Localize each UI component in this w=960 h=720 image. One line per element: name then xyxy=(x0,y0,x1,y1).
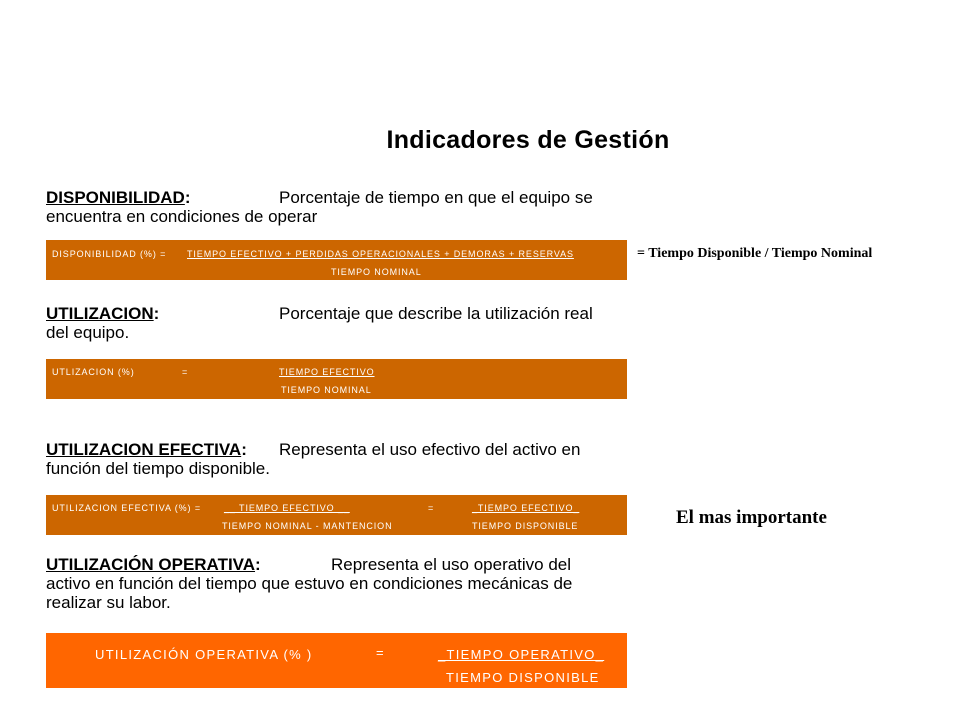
formula-box-utilizacion-operativa xyxy=(46,633,627,688)
definition-line-2: función del tiempo disponible. xyxy=(46,459,270,478)
definition-line-2: del equipo. xyxy=(46,323,130,342)
page-title: Indicadores de Gestión xyxy=(386,126,670,154)
definition-line-2: encuentra en condiciones de operar xyxy=(46,207,318,226)
note-important: El mas importante xyxy=(676,507,827,528)
formula-denominator: TIEMPO NOMINAL xyxy=(331,267,422,277)
definition-line-1: Porcentaje de tiempo en que el equipo se xyxy=(279,188,593,207)
formula-denominator-1: TIEMPO NOMINAL - MANTENCION xyxy=(222,521,393,531)
formula-numerator: TIEMPO EFECTIVO + PERDIDAS OPERACIONALES + DEMORAS + RESERVAS xyxy=(187,249,574,259)
definition-line-3: realizar su labor. xyxy=(46,593,171,612)
definition-utilizacion-operativa xyxy=(46,555,572,612)
definition-line-2: activo en función del tiempo que estuvo en condiciones mecánicas de xyxy=(46,574,573,593)
formula-numerator-1: __ TIEMPO EFECTIVO __ xyxy=(224,503,350,513)
formula-equals: = xyxy=(182,367,189,377)
definition-disponibilidad xyxy=(46,188,593,226)
definition-line-1: Representa el uso efectivo del activo en xyxy=(279,440,581,459)
formula-equals: = xyxy=(428,503,435,513)
formula-box-utilizacion xyxy=(46,359,627,399)
formula-denominator-2: TIEMPO DISPONIBLE xyxy=(472,521,579,531)
formula-box-utilizacion-efectiva xyxy=(46,495,627,535)
definition-line-1: Representa el uso operativo del xyxy=(331,555,572,574)
term-utilizacion-efectiva: UTILIZACION EFECTIVA: xyxy=(46,440,247,459)
definition-line-1: Porcentaje que describe la utilización real xyxy=(279,304,593,323)
term-utilizacion: UTILIZACION: xyxy=(46,304,160,323)
formula-numerator: _TIEMPO OPERATIVO_ xyxy=(438,647,605,662)
formula-lhs: UTILIZACION EFECTIVA (%) = xyxy=(52,503,201,513)
formula-denominator: TIEMPO NOMINAL xyxy=(281,385,372,395)
term-utilizacion-operativa: UTILIZACIÓN OPERATIVA: xyxy=(46,555,261,574)
formula-denominator: TIEMPO DISPONIBLE xyxy=(446,670,600,685)
formula-box-disponibilidad xyxy=(46,240,627,280)
formula-lhs: DISPONIBILIDAD (%) = xyxy=(52,249,167,259)
term-disponibilidad: DISPONIBILIDAD: xyxy=(46,188,191,207)
note-availability: = Tiempo Disponible / Tiempo Nominal xyxy=(637,246,873,261)
definition-utilizacion-efectiva xyxy=(46,440,580,478)
formula-numerator-2: _TIEMPO EFECTIVO_ xyxy=(472,503,580,513)
formula-lhs: UTLIZACION (%) xyxy=(52,367,135,377)
formula-numerator: TIEMPO EFECTIVO xyxy=(279,367,375,377)
formula-lhs: UTILIZACIÓN OPERATIVA (% ) xyxy=(95,647,313,662)
formula-equals: = xyxy=(376,645,385,660)
definition-utilizacion xyxy=(46,304,593,342)
